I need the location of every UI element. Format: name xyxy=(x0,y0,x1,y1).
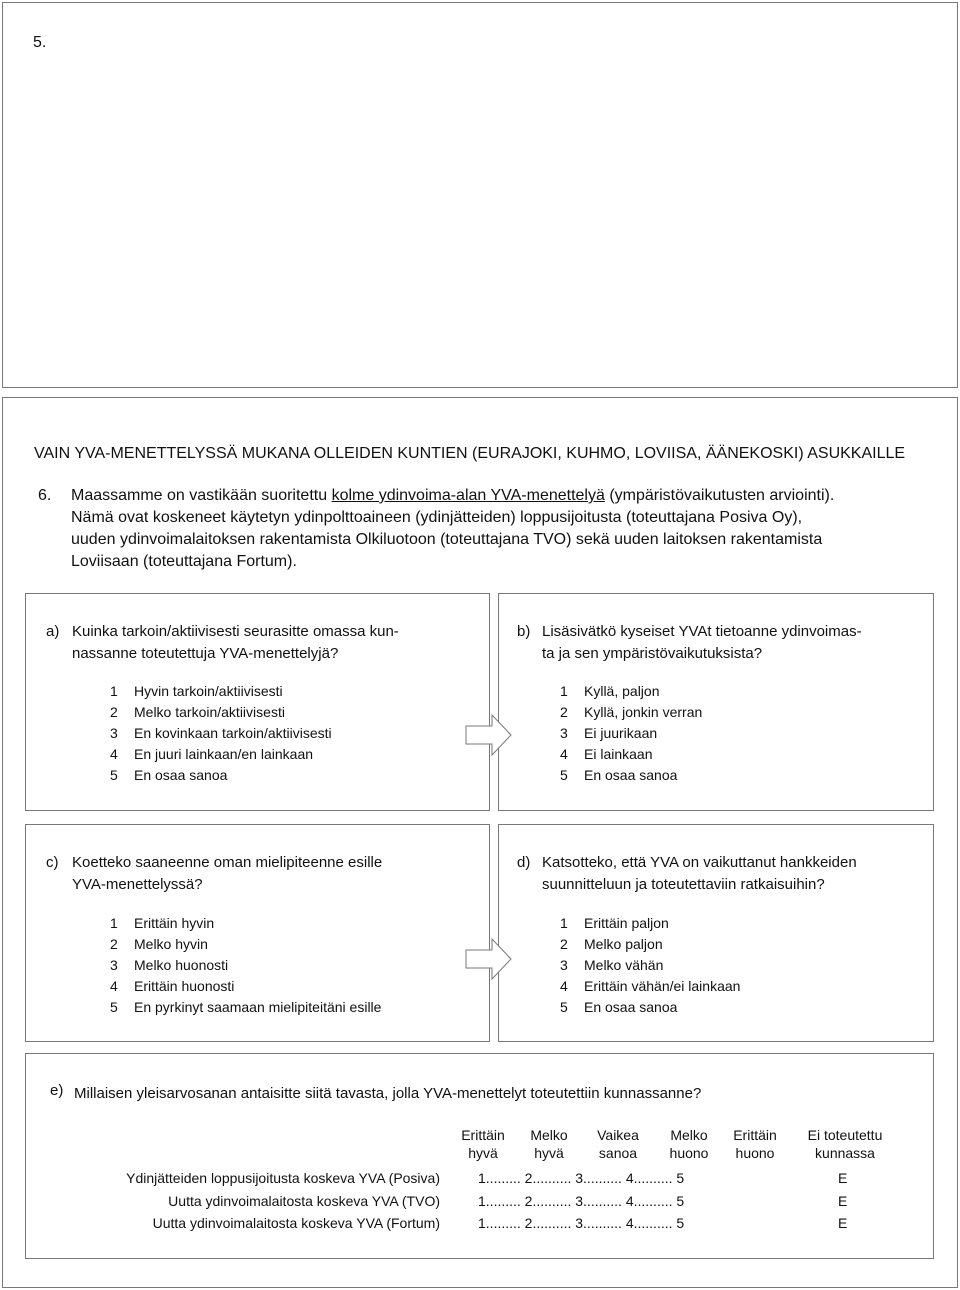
rating-option-e[interactable]: E xyxy=(838,1215,848,1231)
option-a-4[interactable] xyxy=(110,744,332,765)
option-b-3[interactable] xyxy=(560,723,702,744)
question-a-line1: Kuinka tarkoin/aktiivisesti seurasitte omassa kun- xyxy=(72,623,399,640)
option-b-4[interactable] xyxy=(560,744,702,765)
option-number: 3 xyxy=(110,725,118,741)
option-a-3[interactable] xyxy=(110,723,332,744)
rating-option-e[interactable]: E xyxy=(838,1193,848,1209)
scale-header-6 xyxy=(795,1126,895,1162)
option-d-3[interactable] xyxy=(560,955,740,976)
option-number: 4 xyxy=(110,978,118,994)
option-label: Ei juurikaan xyxy=(584,725,658,741)
option-label: Melko tarkoin/aktiivisesti xyxy=(134,704,285,720)
option-number: 4 xyxy=(110,746,118,762)
option-number: 3 xyxy=(560,957,568,973)
option-label: En kovinkaan tarkoin/aktiivisesti xyxy=(134,725,332,741)
option-label: En osaa sanoa xyxy=(134,767,228,783)
option-label: Melko paljon xyxy=(584,936,663,952)
option-number: 5 xyxy=(560,767,568,783)
option-label: Erittäin paljon xyxy=(584,915,669,931)
question-a-letter: a) xyxy=(46,623,60,640)
rating-row-label: Uutta ydinvoimalaitosta koskeva YVA (TVO) xyxy=(168,1193,440,1209)
option-number: 5 xyxy=(560,999,568,1015)
option-c-5[interactable] xyxy=(110,997,381,1018)
option-label: Erittäin hyvin xyxy=(134,915,215,931)
q6-text-end: (ympäristövaikutusten arviointi). xyxy=(604,487,835,504)
option-number: 1 xyxy=(110,915,118,931)
question-c-line1: Koetteko saaneenne oman mielipiteenne esille xyxy=(72,854,383,871)
option-label: Hyvin tarkoin/aktiivisesti xyxy=(134,683,283,699)
option-d-2[interactable] xyxy=(560,934,740,955)
question6-line4: Loviisaan (toteuttajana Fortum). xyxy=(71,553,297,570)
question6-number: 6. xyxy=(38,487,52,504)
option-d-4[interactable] xyxy=(560,976,740,997)
arrow-right-icon xyxy=(464,936,514,982)
option-number: 5 xyxy=(110,767,118,783)
option-c-1[interactable] xyxy=(110,913,381,934)
q6-underlined-text: kolme ydinvoima-alan YVA-menettelyä xyxy=(331,487,605,504)
question-a-line2: nassanne toteutettuja YVA-menettelyjä? xyxy=(72,645,339,662)
rating-scale[interactable]: 1......... 2.......... 3.......... 4.......... 5 xyxy=(478,1193,685,1209)
option-a-1[interactable] xyxy=(110,681,332,702)
answer-area-5[interactable] xyxy=(2,2,958,388)
question-number: 5. xyxy=(33,34,47,51)
option-label: En juuri lainkaan/en lainkaan xyxy=(134,746,314,762)
question-b-line1: Lisäsivätkö kyseiset YVAt tietoanne ydinvoimas- xyxy=(542,623,862,640)
option-label: En osaa sanoa xyxy=(584,999,678,1015)
option-number: 3 xyxy=(560,725,568,741)
question-a-options xyxy=(110,681,332,786)
option-number: 4 xyxy=(560,978,568,994)
option-c-4[interactable] xyxy=(110,976,381,997)
option-d-5[interactable] xyxy=(560,997,740,1018)
header-line1: Vaikea xyxy=(597,1127,639,1143)
header-line1: Erittäin xyxy=(461,1127,505,1143)
option-number: 2 xyxy=(560,936,568,952)
question6-line3: uuden ydinvoimalaitoksen rakentamista Olkiluotoon (toteuttajana TVO) sekä uuden laitoksen rakentamista xyxy=(71,531,823,548)
question6-line1 xyxy=(71,485,834,507)
option-c-3[interactable] xyxy=(110,955,381,976)
header-line1: Melko xyxy=(670,1127,708,1143)
question-c-line2: YVA-menettelyssä? xyxy=(72,876,203,893)
option-label: Melko huonosti xyxy=(134,957,229,973)
question-d-line2: suunnitteluun ja toteutettaviin ratkaisuihin? xyxy=(542,876,825,893)
option-label: Erittäin huonosti xyxy=(134,978,235,994)
option-number: 1 xyxy=(560,683,568,699)
header-line1: Melko xyxy=(530,1127,568,1143)
option-b-5[interactable] xyxy=(560,765,702,786)
option-c-2[interactable] xyxy=(110,934,381,955)
option-number: 2 xyxy=(110,704,118,720)
scale-header-2 xyxy=(509,1126,589,1162)
question-d-options xyxy=(560,913,740,1018)
option-b-1[interactable] xyxy=(560,681,702,702)
header-line2: huono xyxy=(735,1145,775,1161)
question-b-letter: b) xyxy=(517,623,531,640)
option-label: Ei lainkaan xyxy=(584,746,653,762)
question-d-line1: Katsotteko, että YVA on vaikuttanut hankkeiden xyxy=(542,854,857,871)
header-line2: kunnassa xyxy=(815,1145,875,1161)
question-b-options xyxy=(560,681,702,786)
arrow-right-icon xyxy=(464,712,514,758)
option-b-2[interactable] xyxy=(560,702,702,723)
header-line2: hyvä xyxy=(534,1145,564,1161)
question-b-line2: ta ja sen ympäristövaikutuksista? xyxy=(542,645,763,662)
header-line1: Erittäin xyxy=(733,1127,777,1143)
option-a-5[interactable] xyxy=(110,765,332,786)
header-line1: Ei toteutettu xyxy=(807,1127,883,1143)
rating-option-e[interactable]: E xyxy=(838,1170,848,1186)
option-label: Melko vähän xyxy=(584,957,664,973)
option-label: Erittäin vähän/ei lainkaan xyxy=(584,978,741,994)
option-d-1[interactable] xyxy=(560,913,740,934)
option-number: 4 xyxy=(560,746,568,762)
rating-scale[interactable]: 1......... 2.......... 3.......... 4.......... 5 xyxy=(478,1215,685,1231)
question-e-letter: e) xyxy=(50,1082,64,1099)
option-number: 5 xyxy=(110,999,118,1015)
rating-row-label: Uutta ydinvoimalaitosta koskeva YVA (Fortum) xyxy=(152,1215,440,1231)
rating-scale[interactable]: 1......... 2.......... 3.......... 4.......... 5 xyxy=(478,1170,685,1186)
option-number: 1 xyxy=(560,915,568,931)
question-c-options xyxy=(110,913,381,1018)
rating-row-label: Ydinjätteiden loppusijoitusta koskeva YVA (Posiva) xyxy=(126,1170,440,1186)
option-label: Kyllä, jonkin verran xyxy=(584,704,703,720)
header-line2: hyvä xyxy=(468,1145,498,1161)
header-line2: sanoa xyxy=(598,1145,638,1161)
option-number: 2 xyxy=(560,704,568,720)
option-label: En osaa sanoa xyxy=(584,767,678,783)
option-number: 2 xyxy=(110,936,118,952)
q6-text: Maassamme on vastikään suoritettu xyxy=(71,487,332,504)
option-number: 1 xyxy=(110,683,118,699)
question-d-letter: d) xyxy=(517,854,531,871)
section-title: VAIN YVA-MENETTELYSSÄ MUKANA OLLEIDEN KUNTIEN (EURAJOKI, KUHMO, LOVIISA, ÄÄNEKOSKI) ASUKKAILLE xyxy=(34,445,906,462)
question-c-letter: c) xyxy=(46,854,59,871)
scale-header-5 xyxy=(715,1126,795,1162)
option-label: Kyllä, paljon xyxy=(584,683,660,699)
option-a-2[interactable] xyxy=(110,702,332,723)
option-number: 3 xyxy=(110,957,118,973)
option-label: Melko hyvin xyxy=(134,936,208,952)
header-line2: huono xyxy=(669,1145,709,1161)
option-label: En pyrkinyt saamaan mielipiteitäni esille xyxy=(134,999,382,1015)
question6-line2: Nämä ovat koskeneet käytetyn ydinpolttoaineen (ydinjätteiden) loppusijoitusta (toteuttajana Posiva Oy), xyxy=(71,509,803,526)
scale-header-3 xyxy=(578,1126,658,1162)
question-e-text: Millaisen yleisarvosanan antaisitte siitä tavasta, jolla YVA-menettelyt toteutettiin kunnassanne? xyxy=(74,1085,702,1102)
